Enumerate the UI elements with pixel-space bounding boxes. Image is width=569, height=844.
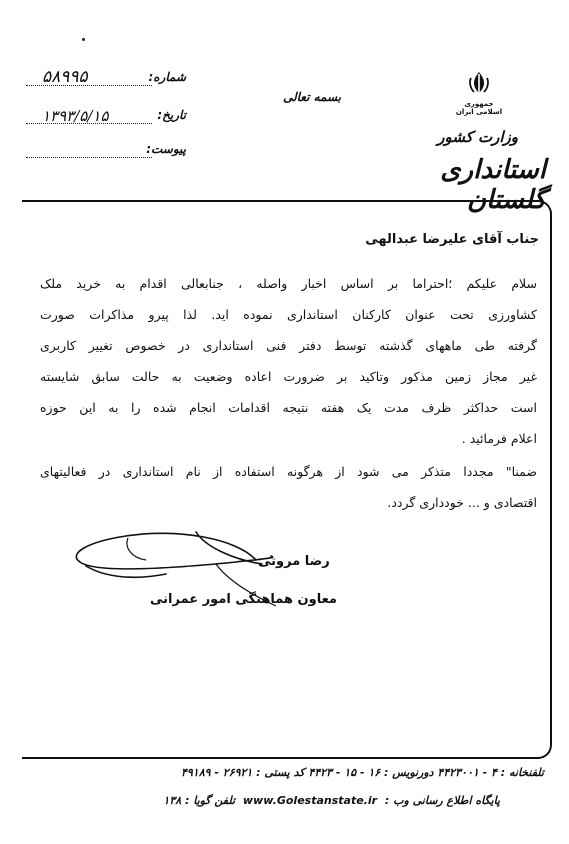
iran-emblem-icon [468,70,490,96]
emblem-caption: جمهوری اسلامی ایران [455,100,503,116]
letter-number-value: ۵۸۹۹۵ [42,67,88,87]
letter-salutation: جناب آقای علیرضا عبدالهی [365,232,539,247]
body-line: ضمنا" مجددا متذکر می شود از هرگونه استفاده از نام استانداری در فعالیتهای [40,464,537,479]
letter-attachment-line [26,157,152,158]
footer-web-line [80,794,500,807]
basmala: بسمه تعالی [282,90,342,104]
scan-speck [82,38,85,41]
body-line: غیر مجاز زمین مذکور وتاکید بر ضرورت اعاده وضعیت به حالت سابق شایسته [40,369,537,384]
footer-contact-line: تلفنخانه : ۴ - ۴۴۲۳۰۰۱ دورنویس : ۱۶ - ۱۵ - ۴۴۲۳ کد پستی : ۲۶۹۲۱ - ۴۹۱۸۹ [180,766,544,779]
governorate-title: استانداری گلستان [440,155,546,215]
footer-phone-label: تلفن گویا : ۱۳۸ [163,794,236,807]
body-line: اقتصادی و ... خودداری گردد. [387,495,537,510]
website-link[interactable]: www.Golestanstate.ir [242,794,378,807]
letter-number-label: شماره: [148,70,186,84]
letter-attachment-label: پیوست: [146,142,186,156]
letter-date-label: تاریخ: [157,108,186,122]
ministry-title: وزارت کشور [437,128,518,146]
signer-title: معاون هماهنگی امور عمرانی [150,592,337,607]
body-line: سلام علیکم ؛احتراما بر اساس اخبار واصله ، جنابعالی اقدام به خرید ملک [40,276,537,291]
letter-number-row [26,67,186,90]
body-line: گرفته طی ماههای گذشته توسط دفتر فنی استانداری در خصوص تغییر کاربری [40,338,537,353]
body-line: اعلام فرمائید . [461,431,537,446]
body-line: است حداکثر ظرف مدت یک هفته نتیجه اقدامات انجام شده را به این حوزه [40,400,537,415]
letter-date-value: ۱۳۹۳/۵/۱۵ [42,107,109,125]
letter-attachment-row [26,142,186,162]
signer-name: رضا مروتی [258,554,330,569]
body-line: کشاورزی تحت عنوان کارکنان استانداری نموده اید. لذا پیرو مذاکرات صورت [40,307,537,322]
letter-date-row [26,108,186,128]
footer-web-label: پایگاه اطلاع رسانی وب : [384,794,500,807]
